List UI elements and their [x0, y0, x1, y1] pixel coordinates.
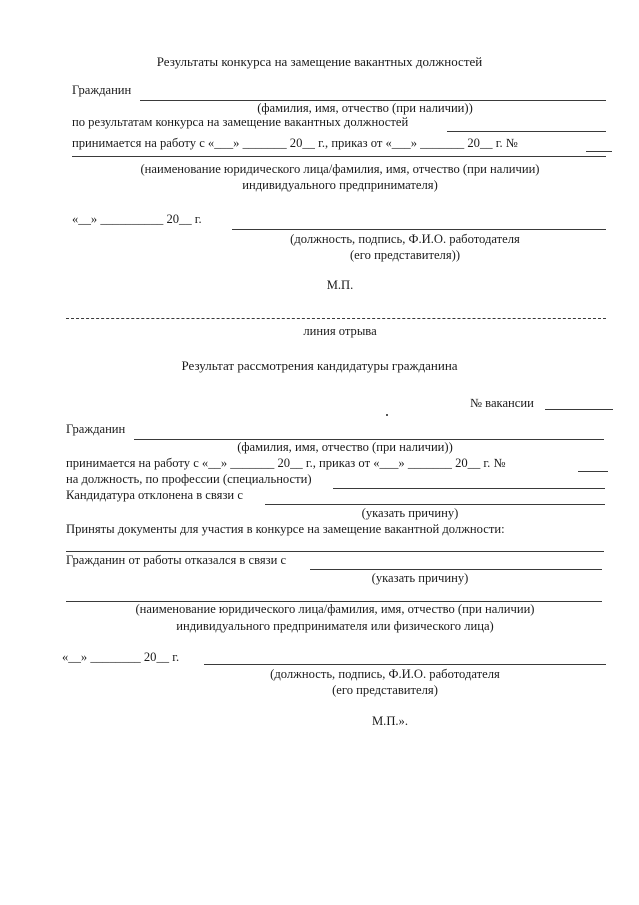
signature-field[interactable]	[232, 229, 606, 230]
employer-name-field[interactable]	[72, 156, 606, 157]
employer-hint-2: индивидуального предпринимателя)	[242, 178, 438, 192]
stamp-mark-2: М.П.».	[371, 714, 409, 728]
date-line: «__» __________ 20__ г.	[72, 212, 202, 226]
tear-line-label: линия отрыва	[303, 324, 377, 338]
citizen-label-2: Гражданин	[66, 422, 126, 436]
rejected-line: Кандидатура отклонена в связи с	[66, 488, 243, 502]
scan-speck	[386, 414, 388, 416]
position-line: на должность, по профессии (специальности)	[66, 472, 312, 486]
rejection-reason-field[interactable]	[265, 504, 605, 505]
signature-hint-1: (должность, подпись, Ф.И.О. работодателя	[290, 232, 520, 246]
signature-field-2[interactable]	[204, 664, 606, 665]
tear-line	[66, 318, 606, 319]
fio-hint: (фамилия, имя, отчество (при наличии))	[257, 101, 473, 115]
vacancy-number-field[interactable]	[545, 409, 613, 410]
signature-hint-2: (его представителя))	[349, 248, 461, 262]
fio-hint-2: (фамилия, имя, отчество (при наличии))	[237, 440, 453, 454]
results-line: по результатам конкурса на замещение вакантных должностей	[72, 115, 409, 129]
section1-title: Результаты конкурса на замещение вакантных должностей	[156, 54, 483, 69]
signature-hint-2b: (его представителя)	[332, 683, 438, 697]
date-line-2: «__» ________ 20__ г.	[62, 650, 180, 664]
employer-hint-1: (наименование юридического лица/фамилия, имя, отчество (при наличии)	[140, 162, 540, 176]
position-field[interactable]	[333, 488, 605, 489]
documents-field[interactable]	[66, 551, 604, 552]
employer-hint-2a: (наименование юридического лица/фамилия, имя, отчество (при наличии)	[135, 602, 535, 616]
signature-hint-2a: (должность, подпись, Ф.И.О. работодателя	[270, 667, 500, 681]
reason-hint-2: (указать причину)	[371, 571, 469, 585]
vacancy-label: № вакансии	[470, 396, 534, 410]
order-number-field-2[interactable]	[578, 471, 608, 472]
refusal-reason-field[interactable]	[310, 569, 602, 570]
citizen-label: Гражданин	[72, 83, 132, 97]
hired-line-2: принимается на работу с «__» _______ 20__ г., приказ от «___» _______ 20__ г. №	[66, 456, 506, 470]
reason-hint-1: (указать причину)	[361, 506, 459, 520]
vacancy-field[interactable]	[447, 131, 606, 132]
stamp-mark: М.П.	[326, 278, 354, 292]
documents-line: Приняты документы для участия в конкурсе на замещение вакантной должности:	[66, 522, 505, 536]
refused-line: Гражданин от работы отказался в связи с	[66, 553, 287, 567]
order-number-field[interactable]	[586, 151, 612, 152]
employer-hint-2b: индивидуального предпринимателя или физического лица)	[176, 619, 494, 633]
section2-title: Результат рассмотрения кандидатуры гражданина	[181, 358, 458, 373]
hired-line: принимается на работу с «___» _______ 20__ г., приказ от «___» _______ 20__ г. №	[72, 136, 518, 150]
